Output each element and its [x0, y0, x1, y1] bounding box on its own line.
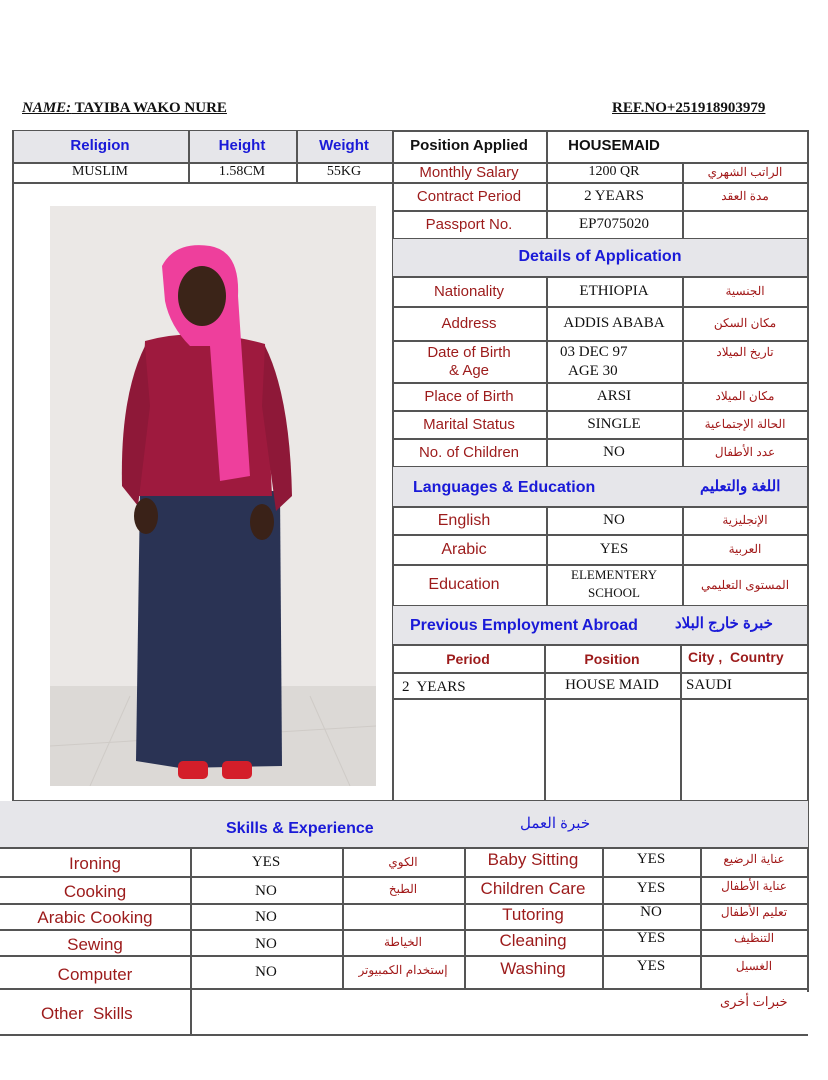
marital-arabic: الحالة الإجتماعية	[704, 417, 786, 432]
passport-label: Passport No.	[425, 216, 513, 234]
skill-cleaning-value: YES	[636, 930, 666, 947]
arabic-arabic: العربية	[728, 542, 762, 557]
skill-cooking-label: Cooking	[63, 882, 127, 902]
skill-washing-arabic: الغسيل	[735, 959, 773, 974]
position-applied-value: HOUSEMAID	[568, 137, 660, 155]
skill-children-care-label: Children Care	[480, 879, 586, 899]
skills-title-arabic: خبرة العمل	[520, 815, 591, 832]
skill-cleaning-label: Cleaning	[499, 931, 567, 951]
arabic-value: YES	[599, 541, 629, 558]
grid-line	[807, 130, 809, 992]
address-value: ADDIS ABABA	[563, 315, 665, 332]
employment-col-country: City , Country	[688, 649, 784, 665]
grid-line	[0, 988, 808, 990]
age-value: AGE 30	[568, 363, 618, 379]
skill-arabic-cooking-label: Arabic Cooking	[37, 908, 153, 928]
children-value: NO	[603, 444, 625, 461]
dob-date: 03 DEC 97	[560, 344, 628, 360]
dob-label-line-2: & Age	[448, 362, 490, 379]
skill-ironing-value: YES	[251, 854, 281, 871]
grid-line	[680, 644, 682, 800]
children-arabic: عدد الأطفال	[714, 445, 776, 460]
height-value: 1.58CM	[218, 164, 266, 180]
details-title: Details of Application	[518, 248, 682, 266]
education-value-line-1: ELEMENTERY	[571, 567, 657, 582]
english-arabic: الإنجليزية	[722, 513, 768, 528]
dob-value	[560, 343, 680, 381]
employment-title-arabic: خبرة خارج البلاد	[675, 615, 773, 632]
nationality-value: ETHIOPIA	[579, 283, 649, 300]
applicant-figure	[50, 206, 376, 786]
position-applied-label: Position Applied	[410, 137, 528, 155]
skill-computer-value: NO	[255, 964, 277, 981]
education-label: Education	[428, 576, 500, 594]
languages-title: Languages & Education	[413, 479, 596, 496]
contract-label: Contract Period	[416, 188, 522, 206]
address-arabic: مكان السكن	[713, 316, 777, 331]
skill-cooking-arabic: الطبخ	[388, 882, 418, 897]
contract-value: 2 YEARS	[584, 188, 644, 205]
employment-position-value: HOUSE MAID	[565, 677, 659, 694]
nationality-arabic: الجنسية	[725, 284, 765, 299]
skills-header-bg	[0, 801, 808, 847]
height-label: Height	[218, 137, 266, 155]
skill-washing-value: YES	[636, 958, 666, 975]
address-label: Address	[441, 315, 497, 333]
skill-sewing-arabic: الخياطة	[384, 935, 422, 950]
skill-baby-sitting-value: YES	[636, 851, 666, 868]
skill-washing-label: Washing	[500, 959, 566, 979]
passport-value: EP7075020	[578, 216, 649, 233]
skill-arabic-cooking-value: NO	[255, 909, 277, 926]
skill-sewing-value: NO	[255, 936, 277, 953]
weight-value: 55KG	[326, 164, 362, 180]
skill-children-care-value: YES	[636, 880, 666, 897]
skill-cleaning-arabic: التنظيف	[733, 931, 775, 946]
employment-period-value: 2 YEARS	[402, 679, 466, 695]
skill-cooking-value: NO	[255, 883, 277, 900]
birth-place-value: ARSI	[596, 388, 632, 405]
applicant-name	[22, 100, 227, 117]
english-label: English	[437, 511, 491, 529]
skill-sewing-label: Sewing	[67, 935, 123, 955]
dob-label	[394, 344, 544, 382]
employment-col-position: Position	[584, 650, 640, 667]
education-value-line-2: SCHOOL	[587, 585, 640, 600]
grid-line	[0, 1034, 808, 1036]
skill-tutoring-label: Tutoring	[502, 905, 564, 925]
skills-title: Skills & Experience	[226, 820, 374, 837]
arabic-label: Arabic	[441, 540, 487, 558]
employment-country-value: SAUDI	[686, 677, 732, 693]
contract-arabic: مدة العقد	[721, 189, 769, 204]
religion-value: MUSLIM	[71, 164, 128, 180]
grid-line	[392, 698, 808, 700]
skill-tutoring-arabic: تعليم الأطفال	[720, 905, 788, 920]
education-value	[548, 566, 680, 605]
skill-baby-sitting-arabic: عناية الرضيع	[723, 852, 785, 867]
applicant-photo	[50, 206, 376, 786]
nationality-label: Nationality	[433, 283, 505, 301]
skill-baby-sitting-label: Baby Sitting	[487, 850, 579, 870]
marital-label: Marital Status	[423, 416, 515, 434]
grid-line	[12, 130, 14, 800]
english-value: NO	[603, 512, 625, 529]
languages-title-arabic: اللغة والتعليم	[700, 478, 781, 495]
skill-children-care-arabic: عناية الأطفال	[721, 879, 787, 894]
salary-value: 1200 QR	[588, 164, 640, 180]
skill-tutoring-value: NO	[640, 904, 662, 921]
reference-number: REF.NO+251918903979	[612, 100, 766, 116]
salary-label: Monthly Salary	[419, 163, 519, 181]
skill-computer-label: Computer	[57, 965, 133, 985]
marital-value: SINGLE	[587, 416, 641, 433]
skill-ironing-label: Ironing	[69, 854, 121, 874]
other-skills-arabic: خبرات أخرى	[720, 994, 788, 1009]
education-arabic: المستوى التعليمي	[700, 577, 790, 592]
employment-title: Previous Employment Abroad	[410, 617, 638, 634]
birth-place-label: Place of Birth	[424, 388, 514, 406]
name-value: TAYIBA WAKO NURE	[71, 100, 227, 116]
skill-computer-arabic: إستخدام الكمبيوتر	[358, 963, 448, 978]
dob-label-line-1: Date of Birth	[427, 344, 511, 361]
other-skills-label: Other Skills	[41, 1004, 133, 1023]
name-label: NAME:	[22, 100, 72, 116]
birth-place-arabic: مكان الميلاد	[715, 389, 775, 404]
religion-label: Religion	[70, 137, 130, 155]
children-label: No. of Children	[418, 444, 520, 462]
employment-col-period: Period	[446, 650, 490, 667]
salary-arabic: الراتب الشهري	[707, 164, 783, 179]
dob-arabic: تاريخ الميلاد	[716, 345, 774, 360]
skill-ironing-arabic: الكوي	[388, 855, 418, 870]
weight-label: Weight	[319, 137, 369, 155]
